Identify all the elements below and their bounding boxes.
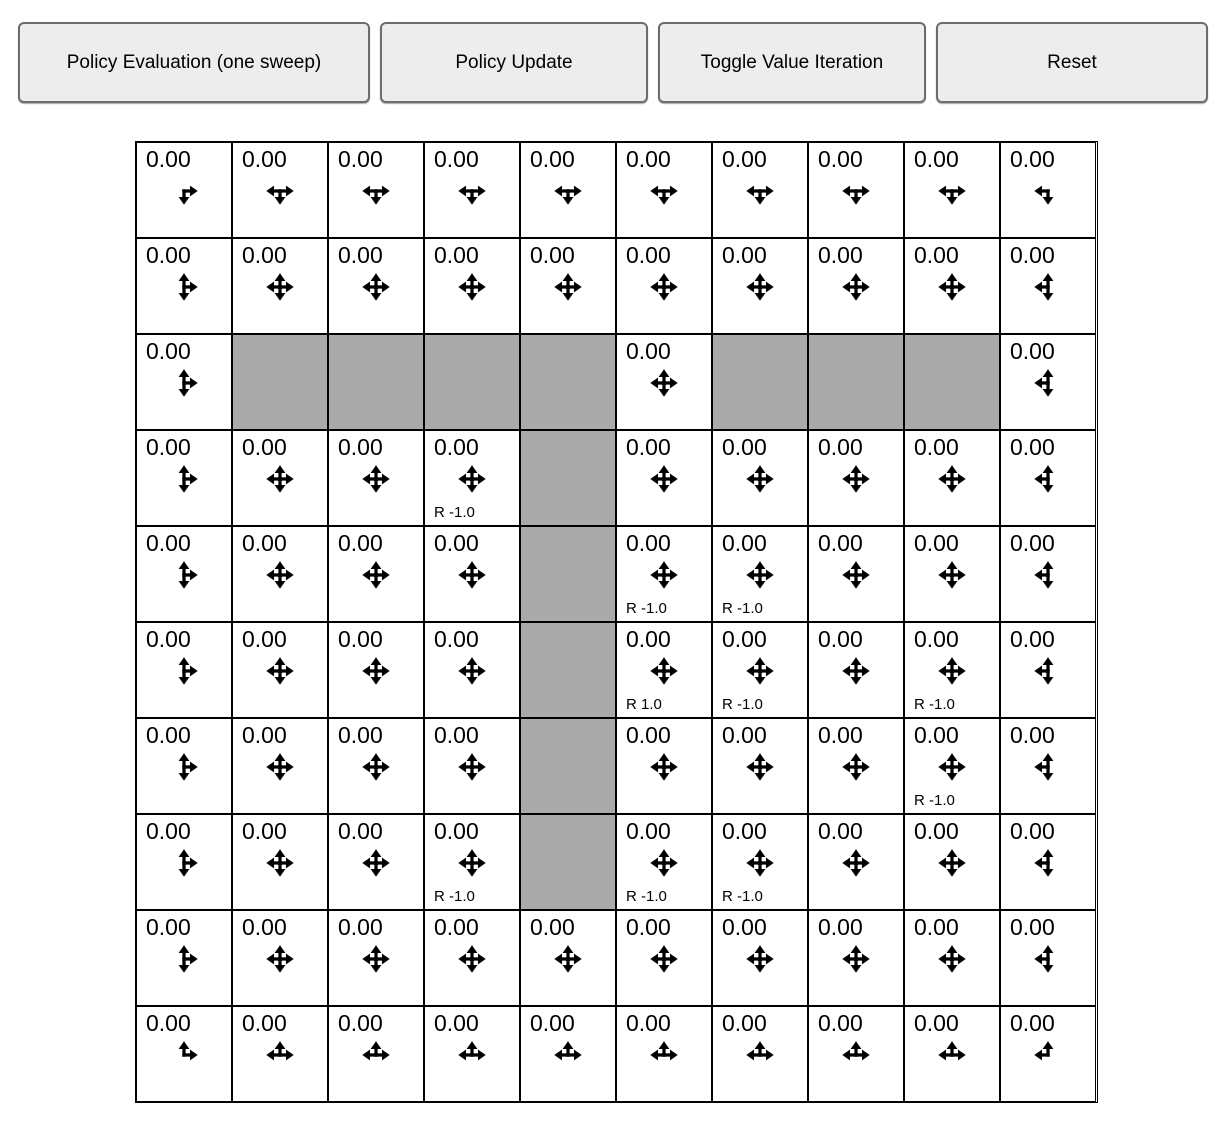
cell-value: 0.00 (146, 146, 191, 172)
cell-value: 0.00 (914, 530, 959, 556)
grid-cell[interactable] (232, 142, 328, 238)
policy-arrows-icon (928, 743, 976, 791)
cell-value: 0.00 (434, 1010, 479, 1036)
cell-value: 0.00 (338, 1010, 383, 1036)
policy-arrows-icon (1024, 551, 1072, 599)
cell-value: 0.00 (434, 530, 479, 556)
grid-cell[interactable] (808, 622, 904, 718)
cell-value: 0.00 (242, 530, 287, 556)
grid-wall-cell (328, 334, 424, 430)
grid-cell[interactable] (712, 526, 808, 622)
policy-arrows-icon (640, 167, 688, 215)
cell-value: 0.00 (626, 722, 671, 748)
grid-cell[interactable] (904, 814, 1000, 910)
cell-value: 0.00 (338, 722, 383, 748)
grid-wall-cell (904, 334, 1000, 430)
policy-arrows-icon (448, 839, 496, 887)
grid-cell[interactable] (712, 814, 808, 910)
cell-value: 0.00 (242, 146, 287, 172)
policy-arrows-icon (352, 743, 400, 791)
cell-value: 0.00 (1010, 530, 1055, 556)
policy-arrows-icon (160, 167, 208, 215)
policy-arrows-icon (1024, 167, 1072, 215)
grid-cell[interactable] (1000, 238, 1096, 334)
policy-arrows-icon (736, 263, 784, 311)
policy-arrows-icon (1024, 1031, 1072, 1079)
grid-wall-cell (424, 334, 520, 430)
policy-arrows-icon (1024, 359, 1072, 407)
policy-arrows-icon (928, 455, 976, 503)
policy-arrows-icon (256, 935, 304, 983)
grid-cell[interactable] (808, 526, 904, 622)
policy-arrows-icon (928, 1031, 976, 1079)
grid-cell[interactable] (520, 238, 616, 334)
policy-arrows-icon (160, 263, 208, 311)
policy-arrows-icon (928, 551, 976, 599)
policy-arrows-icon (1024, 743, 1072, 791)
cell-value: 0.00 (1010, 434, 1055, 460)
grid-cell[interactable] (616, 430, 712, 526)
policy-arrows-icon (256, 551, 304, 599)
grid-cell[interactable] (904, 622, 1000, 718)
cell-value: 0.00 (242, 1010, 287, 1036)
grid-cell[interactable] (232, 910, 328, 1006)
policy-arrows-icon (928, 839, 976, 887)
cell-value: 0.00 (434, 722, 479, 748)
cell-reward: R -1.0 (722, 888, 763, 905)
grid-cell[interactable] (1000, 910, 1096, 1006)
policy-arrows-icon (352, 167, 400, 215)
policy-arrows-icon (928, 647, 976, 695)
cell-value: 0.00 (914, 722, 959, 748)
grid-cell[interactable] (424, 526, 520, 622)
cell-reward: R -1.0 (914, 792, 955, 809)
policy-arrows-icon (832, 167, 880, 215)
cell-value: 0.00 (818, 146, 863, 172)
grid-cell[interactable] (904, 430, 1000, 526)
policy-arrows-icon (736, 551, 784, 599)
cell-value: 0.00 (242, 626, 287, 652)
policy-arrows-icon (544, 1031, 592, 1079)
cell-value: 0.00 (1010, 146, 1055, 172)
cell-value: 0.00 (818, 242, 863, 268)
grid-wall-cell (520, 526, 616, 622)
cell-value: 0.00 (338, 818, 383, 844)
grid-cell[interactable] (424, 1006, 520, 1102)
cell-value: 0.00 (818, 722, 863, 748)
grid-cell[interactable] (1000, 430, 1096, 526)
policy-arrows-icon (928, 935, 976, 983)
policy-arrows-icon (832, 647, 880, 695)
grid-cell[interactable] (136, 910, 232, 1006)
policy-arrows-icon (640, 455, 688, 503)
cell-value: 0.00 (914, 434, 959, 460)
cell-value: 0.00 (434, 146, 479, 172)
grid-cell[interactable] (808, 1006, 904, 1102)
grid-cell[interactable] (712, 430, 808, 526)
cell-value: 0.00 (1010, 1010, 1055, 1036)
policy-arrows-icon (928, 263, 976, 311)
grid-cell[interactable] (136, 622, 232, 718)
grid-cell[interactable] (808, 814, 904, 910)
policy-arrows-icon (448, 1031, 496, 1079)
cell-value: 0.00 (434, 914, 479, 940)
cell-reward: R -1.0 (722, 696, 763, 713)
cell-value: 0.00 (914, 818, 959, 844)
grid-cell[interactable] (712, 910, 808, 1006)
cell-value: 0.00 (626, 1010, 671, 1036)
grid-cell[interactable] (712, 142, 808, 238)
policy-arrows-icon (1024, 839, 1072, 887)
grid-cell[interactable] (328, 910, 424, 1006)
cell-value: 0.00 (818, 914, 863, 940)
grid-cell[interactable] (1000, 526, 1096, 622)
grid-cell[interactable] (1000, 814, 1096, 910)
policy-arrows-icon (448, 263, 496, 311)
grid-cell[interactable] (616, 910, 712, 1006)
grid-cell[interactable] (904, 238, 1000, 334)
cell-reward: R -1.0 (434, 888, 475, 905)
grid-cell[interactable] (616, 1006, 712, 1102)
grid-cell[interactable] (616, 526, 712, 622)
policy-arrows-icon (160, 935, 208, 983)
toolbar (0, 0, 1232, 103)
grid-cell[interactable] (712, 1006, 808, 1102)
policy-arrows-icon (640, 935, 688, 983)
reset-button[interactable]: Reset (936, 22, 1208, 103)
policy-arrows-icon (352, 263, 400, 311)
cell-value: 0.00 (146, 434, 191, 460)
cell-value: 0.00 (530, 242, 575, 268)
grid-cell[interactable] (712, 238, 808, 334)
cell-value: 0.00 (626, 626, 671, 652)
policy-arrows-icon (1024, 647, 1072, 695)
grid-cell[interactable] (136, 334, 232, 430)
grid-cell[interactable] (1000, 718, 1096, 814)
grid-cell[interactable] (328, 526, 424, 622)
policy-arrows-icon (448, 743, 496, 791)
cell-value: 0.00 (1010, 338, 1055, 364)
cell-value: 0.00 (914, 626, 959, 652)
policy-arrows-icon (256, 647, 304, 695)
grid-cell[interactable] (136, 430, 232, 526)
policy-arrows-icon (160, 455, 208, 503)
cell-value: 0.00 (530, 914, 575, 940)
grid-cell[interactable] (136, 1006, 232, 1102)
cell-value: 0.00 (818, 434, 863, 460)
policy-arrows-icon (256, 167, 304, 215)
grid-cell[interactable] (232, 718, 328, 814)
grid-cell[interactable] (1000, 142, 1096, 238)
grid-cell[interactable] (904, 526, 1000, 622)
grid-wall-cell (520, 718, 616, 814)
policy-arrows-icon (544, 263, 592, 311)
policy-arrows-icon (736, 839, 784, 887)
grid-cell[interactable] (328, 622, 424, 718)
cell-value: 0.00 (146, 1010, 191, 1036)
cell-value: 0.00 (818, 818, 863, 844)
policy-arrows-icon (640, 839, 688, 887)
cell-value: 0.00 (914, 242, 959, 268)
grid-cell[interactable] (808, 238, 904, 334)
grid-cell[interactable] (424, 142, 520, 238)
grid-wall-cell (808, 334, 904, 430)
cell-reward: R -1.0 (626, 888, 667, 905)
policy-arrows-icon (832, 455, 880, 503)
policy-arrows-icon (352, 647, 400, 695)
cell-value: 0.00 (722, 1010, 767, 1036)
cell-value: 0.00 (146, 818, 191, 844)
cell-value: 0.00 (1010, 722, 1055, 748)
grid-cell[interactable] (232, 430, 328, 526)
grid-cell[interactable] (328, 1006, 424, 1102)
cell-value: 0.00 (338, 626, 383, 652)
policy-arrows-icon (160, 359, 208, 407)
cell-value: 0.00 (1010, 818, 1055, 844)
policy-arrows-icon (832, 935, 880, 983)
policy-arrows-icon (352, 455, 400, 503)
grid-wall-cell (520, 622, 616, 718)
cell-value: 0.00 (434, 818, 479, 844)
policy-arrows-icon (1024, 935, 1072, 983)
grid-cell[interactable] (808, 430, 904, 526)
cell-value: 0.00 (914, 146, 959, 172)
policy-arrows-icon (256, 743, 304, 791)
cell-value: 0.00 (146, 722, 191, 748)
policy-arrows-icon (256, 455, 304, 503)
grid-cell[interactable] (904, 718, 1000, 814)
cell-value: 0.00 (242, 818, 287, 844)
policy-arrows-icon (448, 551, 496, 599)
cell-value: 0.00 (818, 626, 863, 652)
policy-arrows-icon (736, 167, 784, 215)
grid-wall-cell (712, 334, 808, 430)
policy-arrows-icon (736, 455, 784, 503)
policy-arrows-icon (640, 551, 688, 599)
cell-value: 0.00 (146, 914, 191, 940)
grid-cell[interactable] (616, 238, 712, 334)
cell-value: 0.00 (626, 530, 671, 556)
cell-value: 0.00 (914, 914, 959, 940)
policy-arrows-icon (448, 167, 496, 215)
policy-arrows-icon (256, 1031, 304, 1079)
cell-value: 0.00 (722, 626, 767, 652)
policy-arrows-icon (448, 647, 496, 695)
cell-value: 0.00 (530, 1010, 575, 1036)
policy-arrows-icon (736, 1031, 784, 1079)
policy-update-button[interactable]: Policy Update (380, 22, 648, 103)
grid-cell[interactable] (232, 1006, 328, 1102)
policy-arrows-icon (544, 167, 592, 215)
grid-cell[interactable] (712, 718, 808, 814)
cell-value: 0.00 (722, 242, 767, 268)
grid-cell[interactable] (328, 430, 424, 526)
policy-arrows-icon (640, 263, 688, 311)
cell-value: 0.00 (146, 338, 191, 364)
grid-cell[interactable] (904, 1006, 1000, 1102)
grid-cell[interactable] (424, 238, 520, 334)
grid-cell[interactable] (712, 622, 808, 718)
grid-cell[interactable] (136, 142, 232, 238)
policy-arrows-icon (640, 359, 688, 407)
grid-cell[interactable] (520, 142, 616, 238)
grid-cell[interactable] (328, 238, 424, 334)
cell-value: 0.00 (626, 146, 671, 172)
cell-value: 0.00 (338, 914, 383, 940)
cell-value: 0.00 (530, 146, 575, 172)
grid-cell[interactable] (136, 814, 232, 910)
grid-cell[interactable] (1000, 622, 1096, 718)
cell-reward: R -1.0 (914, 696, 955, 713)
cell-value: 0.00 (146, 242, 191, 268)
policy-arrows-icon (640, 743, 688, 791)
policy-arrows-icon (352, 935, 400, 983)
policy-arrows-icon (640, 1031, 688, 1079)
cell-value: 0.00 (338, 242, 383, 268)
cell-reward: R -1.0 (434, 504, 475, 521)
cell-value: 0.00 (722, 722, 767, 748)
grid-cell[interactable] (808, 142, 904, 238)
cell-value: 0.00 (146, 530, 191, 556)
grid-cell[interactable] (232, 238, 328, 334)
policy-arrows-icon (352, 551, 400, 599)
grid-cell[interactable] (232, 622, 328, 718)
policy-arrows-icon (832, 551, 880, 599)
policy-arrows-icon (160, 1031, 208, 1079)
cell-value: 0.00 (1010, 626, 1055, 652)
policy-arrows-icon (256, 839, 304, 887)
cell-value: 0.00 (722, 530, 767, 556)
policy-arrows-icon (928, 167, 976, 215)
cell-value: 0.00 (914, 1010, 959, 1036)
grid-cell[interactable] (904, 142, 1000, 238)
grid-cell[interactable] (904, 910, 1000, 1006)
grid-cell[interactable] (616, 622, 712, 718)
policy-arrows-icon (1024, 455, 1072, 503)
grid-cell[interactable] (424, 430, 520, 526)
cell-value: 0.00 (818, 1010, 863, 1036)
grid-cell[interactable] (1000, 1006, 1096, 1102)
policy-arrows-icon (160, 647, 208, 695)
cell-value: 0.00 (434, 626, 479, 652)
grid-cell[interactable] (1000, 334, 1096, 430)
toggle-value-iteration-button[interactable]: Toggle Value Iteration (658, 22, 926, 103)
cell-value: 0.00 (242, 722, 287, 748)
grid-wall-cell (520, 334, 616, 430)
grid-cell[interactable] (808, 718, 904, 814)
grid-cell[interactable] (328, 814, 424, 910)
grid-cell[interactable] (232, 814, 328, 910)
policy-arrows-icon (160, 743, 208, 791)
grid-cell[interactable] (424, 814, 520, 910)
policy-arrows-icon (736, 647, 784, 695)
cell-value: 0.00 (626, 818, 671, 844)
policy-arrows-icon (832, 1031, 880, 1079)
grid-cell[interactable] (424, 910, 520, 1006)
grid-cell[interactable] (328, 718, 424, 814)
grid-cell[interactable] (616, 814, 712, 910)
policy-arrows-icon (448, 455, 496, 503)
policy-arrows-icon (160, 551, 208, 599)
policy-arrows-icon (1024, 263, 1072, 311)
cell-value: 0.00 (722, 434, 767, 460)
cell-value: 0.00 (338, 434, 383, 460)
cell-value: 0.00 (146, 626, 191, 652)
cell-value: 0.00 (626, 242, 671, 268)
cell-value: 0.00 (242, 914, 287, 940)
grid-cell[interactable] (136, 718, 232, 814)
grid-cell[interactable] (616, 718, 712, 814)
cell-value: 0.00 (1010, 242, 1055, 268)
grid-cell[interactable] (328, 142, 424, 238)
policy-arrows-icon (832, 263, 880, 311)
cell-value: 0.00 (722, 818, 767, 844)
cell-value: 0.00 (626, 434, 671, 460)
policy-arrows-icon (832, 839, 880, 887)
grid-cell[interactable] (808, 910, 904, 1006)
cell-value: 0.00 (626, 338, 671, 364)
grid-cell[interactable] (424, 622, 520, 718)
cell-value: 0.00 (434, 242, 479, 268)
policy-arrows-icon (640, 647, 688, 695)
policy-evaluation-button[interactable]: Policy Evaluation (one sweep) (18, 22, 370, 103)
cell-value: 0.00 (242, 434, 287, 460)
grid-cell[interactable] (520, 1006, 616, 1102)
cell-value: 0.00 (338, 146, 383, 172)
grid-cell[interactable] (136, 526, 232, 622)
policy-arrows-icon (352, 1031, 400, 1079)
cell-reward: R 1.0 (626, 696, 662, 713)
cell-value: 0.00 (338, 530, 383, 556)
cell-reward: R -1.0 (722, 600, 763, 617)
grid-cell[interactable] (520, 910, 616, 1006)
grid-cell[interactable] (136, 238, 232, 334)
policy-arrows-icon (736, 743, 784, 791)
grid-wall-cell (520, 430, 616, 526)
grid-cell[interactable] (424, 718, 520, 814)
cell-value: 0.00 (626, 914, 671, 940)
cell-value: 0.00 (242, 242, 287, 268)
cell-reward: R -1.0 (626, 600, 667, 617)
grid-cell[interactable] (616, 334, 712, 430)
gridworld-grid (135, 141, 1098, 1103)
cell-value: 0.00 (722, 146, 767, 172)
policy-arrows-icon (544, 935, 592, 983)
policy-arrows-icon (448, 935, 496, 983)
grid-cell[interactable] (232, 526, 328, 622)
cell-value: 0.00 (818, 530, 863, 556)
policy-arrows-icon (352, 839, 400, 887)
policy-arrows-icon (256, 263, 304, 311)
grid-wall-cell (232, 334, 328, 430)
cell-value: 0.00 (434, 434, 479, 460)
policy-arrows-icon (160, 839, 208, 887)
grid-cell[interactable] (616, 142, 712, 238)
grid-wall-cell (520, 814, 616, 910)
policy-arrows-icon (736, 935, 784, 983)
cell-value: 0.00 (1010, 914, 1055, 940)
policy-arrows-icon (832, 743, 880, 791)
cell-value: 0.00 (722, 914, 767, 940)
